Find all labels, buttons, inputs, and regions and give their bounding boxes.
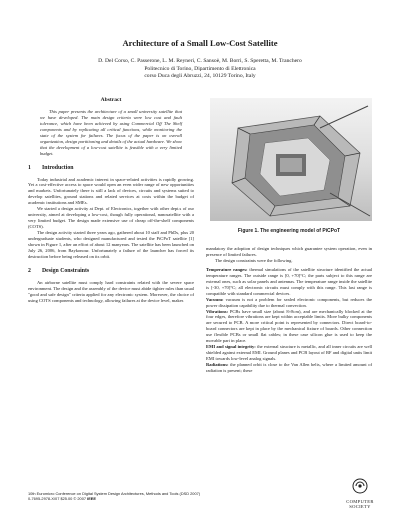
constraint-text: thermal simulations of the satellite structure identified the actual temperature ranges. The outside range is [0, +70]°C; the parts subject to this range are external ones, such as solar panels and antennas. The temperature range inside the satellite is [-30, +70]°C; all electronic circuits must comply with this range. This last range is compatible with standard commercial devices. — [206, 266, 372, 296]
copyright-line — [28, 496, 328, 501]
logo-line-2: SOCIETY — [349, 504, 371, 509]
section-title: Introduction — [42, 164, 74, 171]
abstract-text: This paper presents the architecture of a small university satellite that we have developed. The main design criteria were low cost and fault tolerance, which have been achieved by using Commercial Off The Shelf components and by replicating all critical functions, while monitoring the state of the system for failures. The focus of the paper is on overall organization, design partitioning and details of the actual hardware. We show that the development of a low-cost satellite is feasible with a very limited budget. — [40, 108, 182, 156]
section-number: 1 — [28, 164, 31, 171]
constraint-text: vacuum is not a problem for sealed electronic components, but reduces the power dissipation capability due to thermal convection. — [206, 296, 372, 308]
page-footer — [28, 491, 328, 501]
section-heading-design-constraints — [28, 269, 194, 275]
constraint-label: Temperature ranges: — [206, 266, 248, 272]
address: corso Duca degli Abruzzi, 24, 10129 Torino, Italy — [144, 73, 256, 80]
satellite-image — [210, 98, 372, 221]
constraint-label: Vibrations: — [206, 308, 229, 314]
paragraph: Today industrial and academic interest in space-related activities is rapidly growing. Yet a cost-effective access to space would open an even wider range of new opportunities and markets. Unfortunately there is still a lack of devices, circuits and systems suited to develop satellites, ground stations and related services at costs within the budget of academic institutions and SMEs. — [28, 176, 194, 206]
constraint-text: PCBs have small size (about 8×8cm), and are mechanically blocked at the four edges, therefore vibrations are kept within acceptable limits. More bulky components are secured to PCB. A more critical point is represented by connectors. Direct board-to-board connectors are kept in place by the mechanical fixture of boards. Other connection use flexible PCBs or small flat cables; in these case silicon glue is used to keep the movable part in place. — [206, 308, 372, 344]
constraint-vacuum — [206, 297, 372, 309]
author-block — [40, 58, 360, 81]
constraint-emi — [206, 344, 372, 362]
logo-line-1: COMPUTER — [346, 499, 374, 504]
paragraph: We started a design activity at Dept. of Electronics, together with other dept.s of our university, aimed at developing a low-cost, though fully operational, nanosatellite with a very limited budget. The design made extensive use of cheap off-the-shelf components (COTS). — [28, 206, 194, 230]
constraint-label: EMI and signal integrity: — [206, 344, 256, 350]
paragraph: The design activity started three years ago, gathered about 10 staff and PhDs, plus 20 undergraduate students, who designed manufactured and tested the PiCPoT satellite [1] shown in Figure 1, after an effort of about 12 manyears. The satellite has been launched on July 26, 2006, from Baykonour. Unfortunately a failure of the launcher has forced its destruction before being released on its orbit. — [28, 230, 194, 259]
paragraph: An airborne satellite must comply hard constraints related with the severe space environment. The design and the assembly of the device must abide tighter rules than usual "good and safe design" criteria applied for any electronic system. Moreover, the choice of using COTS components and technology, allowing failures at the device level, makes — [28, 279, 194, 303]
paragraph: The design constraints were the following. — [215, 257, 293, 263]
author-names: D. Del Corso, C. Passerone, L. M. Reyneri, C. Sansoè, M. Borri, S. Speretta, M. Tranchero — [98, 58, 302, 64]
constraint-text: the external structure is metallic, and all inner circuits are well shielded against external EMI. Ground planes and PCB layout of RF and digital units limit EMI towards low-level analog signals. — [206, 344, 372, 362]
section-number: 2 — [28, 267, 31, 274]
conference-line: 10th Euromicro Conference on Digital System Design Architectures, Methods and Tools (DSD 2007) — [28, 491, 201, 496]
constraint-label: Radiations: — [206, 362, 229, 368]
left-column — [28, 98, 194, 304]
section-title: Design Constraints — [42, 267, 90, 274]
right-column — [206, 246, 372, 374]
figure-caption: Figure 1. The engineering model of PiCPoT — [237, 228, 341, 234]
section-heading-introduction — [28, 166, 194, 172]
paragraph: mandatory the adoption of design techniques which guarantee system operation, even in presence of limited failures. — [206, 246, 372, 257]
isbn-text: 0-7695-2978-X/07 $25.00 © 2007 — [28, 496, 87, 501]
constraint-text: the planned orbit is close to the Van Allen belts, where a limited amount of radiation is present; these — [206, 362, 372, 374]
constraint-radiations — [206, 362, 372, 374]
abstract-heading: Abstract — [100, 97, 122, 103]
constraint-label: Vacuum: — [206, 296, 224, 302]
constraint-temperature — [206, 267, 372, 297]
constraint-vibrations — [206, 309, 372, 345]
computer-society-icon — [352, 478, 368, 494]
affiliation: Politecnico di Torino, Dipartimento di Elettronica — [144, 65, 256, 72]
ieee-mark: IEEE — [87, 496, 96, 501]
satellite-photo — [210, 98, 372, 221]
paper-title: Architecture of a Small Low-Cost Satellite — [122, 38, 278, 48]
computer-society-logo — [335, 478, 385, 509]
